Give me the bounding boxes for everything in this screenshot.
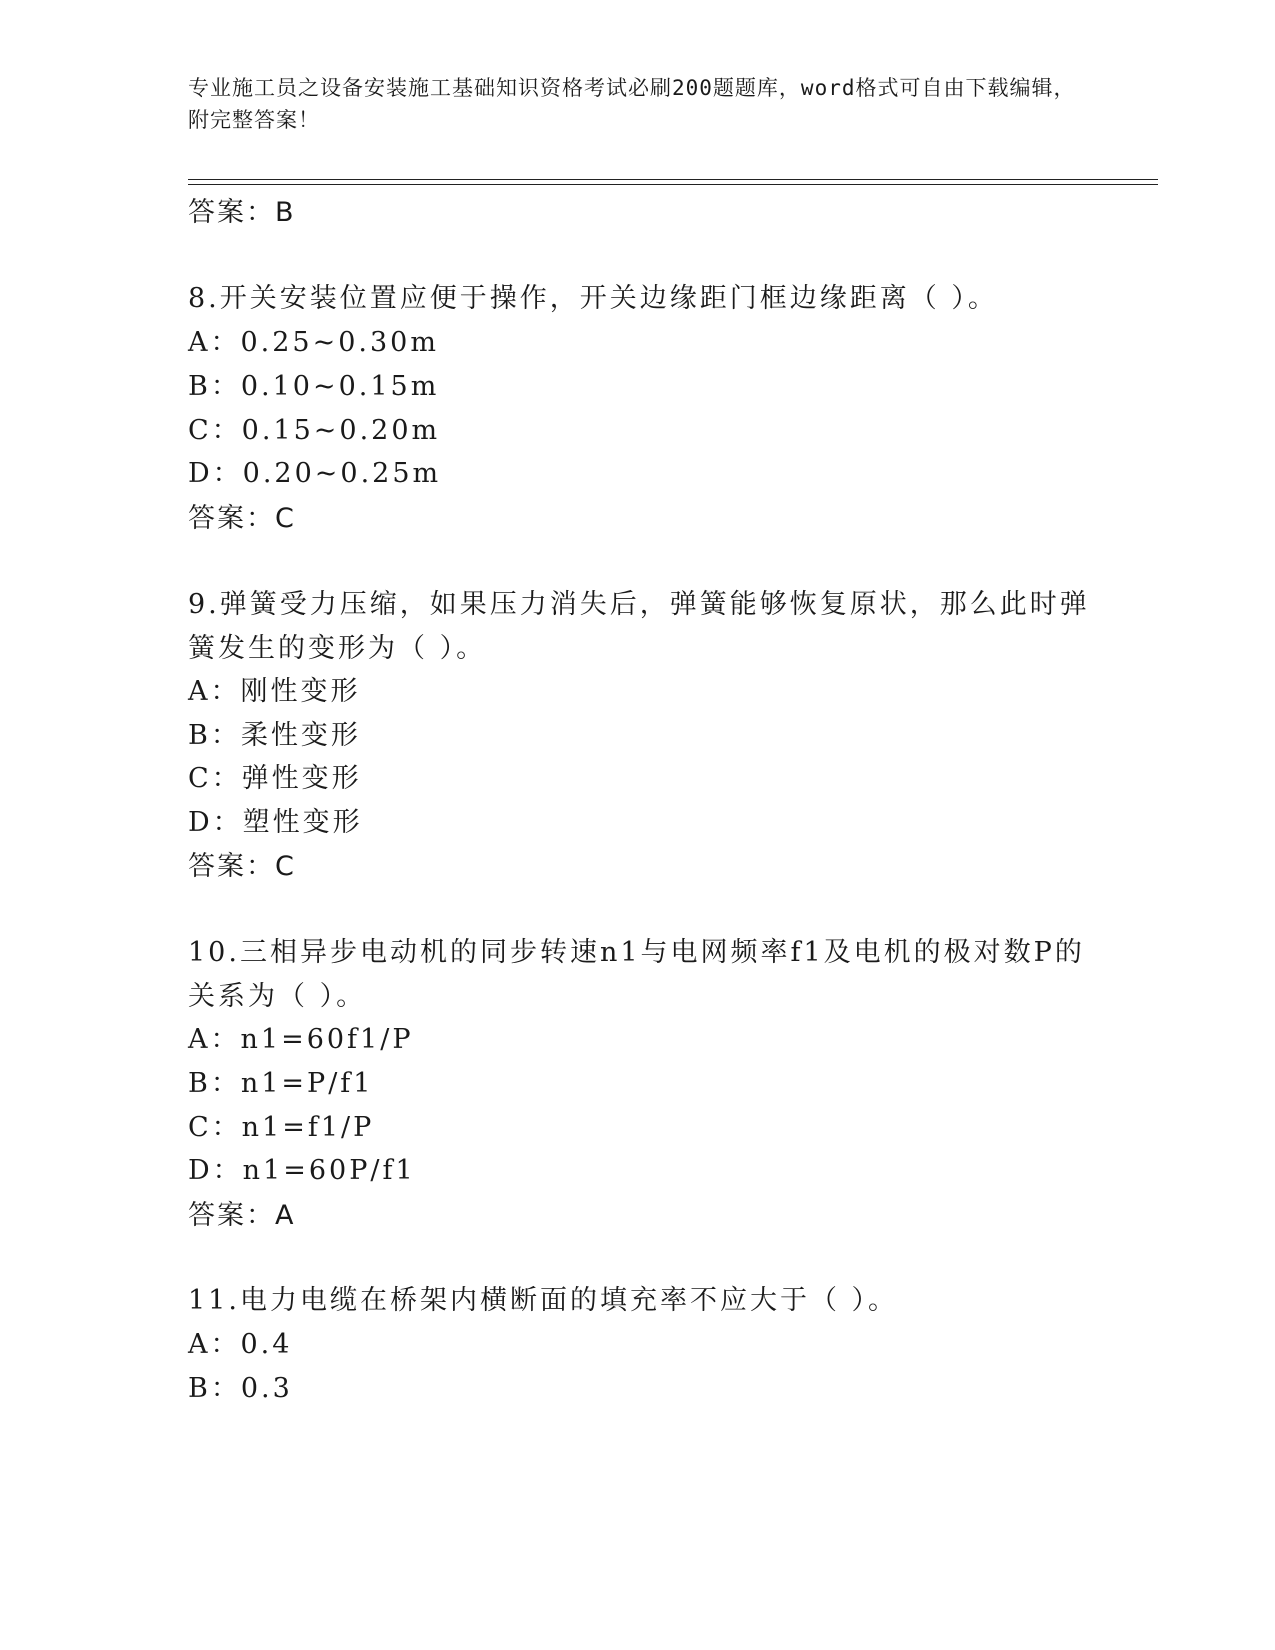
question-11-option-b: B：0.3 xyxy=(188,1373,293,1404)
question-8-option-d: D：0.20~0.25m xyxy=(188,458,442,489)
question-8-option-b: B：0.10~0.15m xyxy=(188,371,440,402)
question-8-stem: 8.开关安装位置应便于操作，开关边缘距门框边缘距离（ ）。 xyxy=(188,283,998,314)
question-8-answer: 答案：C xyxy=(188,503,296,534)
header-divider-bottom xyxy=(188,184,1158,185)
question-10-answer: 答案：A xyxy=(188,1200,296,1231)
document-header-title: 专业施工员之设备安装施工基础知识资格考试必刷200题题库，word格式可自由下载编辑，附完整答案！ xyxy=(188,76,1076,132)
question-10-option-a: A：n1=60f1/P xyxy=(188,1024,414,1055)
question-9-stem-line2: 簧发生的变形为（ ）。 xyxy=(188,633,487,664)
question-9-answer: 答案：C xyxy=(188,851,296,882)
question-11-stem: 11.电力电缆在桥架内横断面的填充率不应大于（ ）。 xyxy=(188,1285,899,1316)
question-10-option-c: C：n1=f1/P xyxy=(188,1112,375,1143)
question-11-option-a: A：0.4 xyxy=(188,1329,293,1360)
question-10-option-b: B：n1=P/f1 xyxy=(188,1068,374,1099)
question-9-stem-line1: 9.弹簧受力压缩，如果压力消失后，弹簧能够恢复原状，那么此时弹 xyxy=(188,589,1090,620)
question-10-stem-line2: 关系为（ ）。 xyxy=(188,981,367,1012)
question-10-option-d: D：n1=60P/f1 xyxy=(188,1155,416,1186)
question-8-option-a: A：0.25~0.30m xyxy=(188,327,439,358)
question-10-stem-line1: 10.三相异步电动机的同步转速n1与电网频率f1及电机的极对数P的 xyxy=(188,937,1085,968)
question-8-option-c: C：0.15~0.20m xyxy=(188,415,441,446)
question-9-option-b: B：柔性变形 xyxy=(188,720,361,751)
header-divider-top xyxy=(188,179,1158,180)
previous-question-answer: 答案：B xyxy=(188,197,296,228)
question-9-option-c: C：弹性变形 xyxy=(188,763,362,794)
question-9-option-d: D：塑性变形 xyxy=(188,807,363,838)
question-9-option-a: A：刚性变形 xyxy=(188,676,361,707)
